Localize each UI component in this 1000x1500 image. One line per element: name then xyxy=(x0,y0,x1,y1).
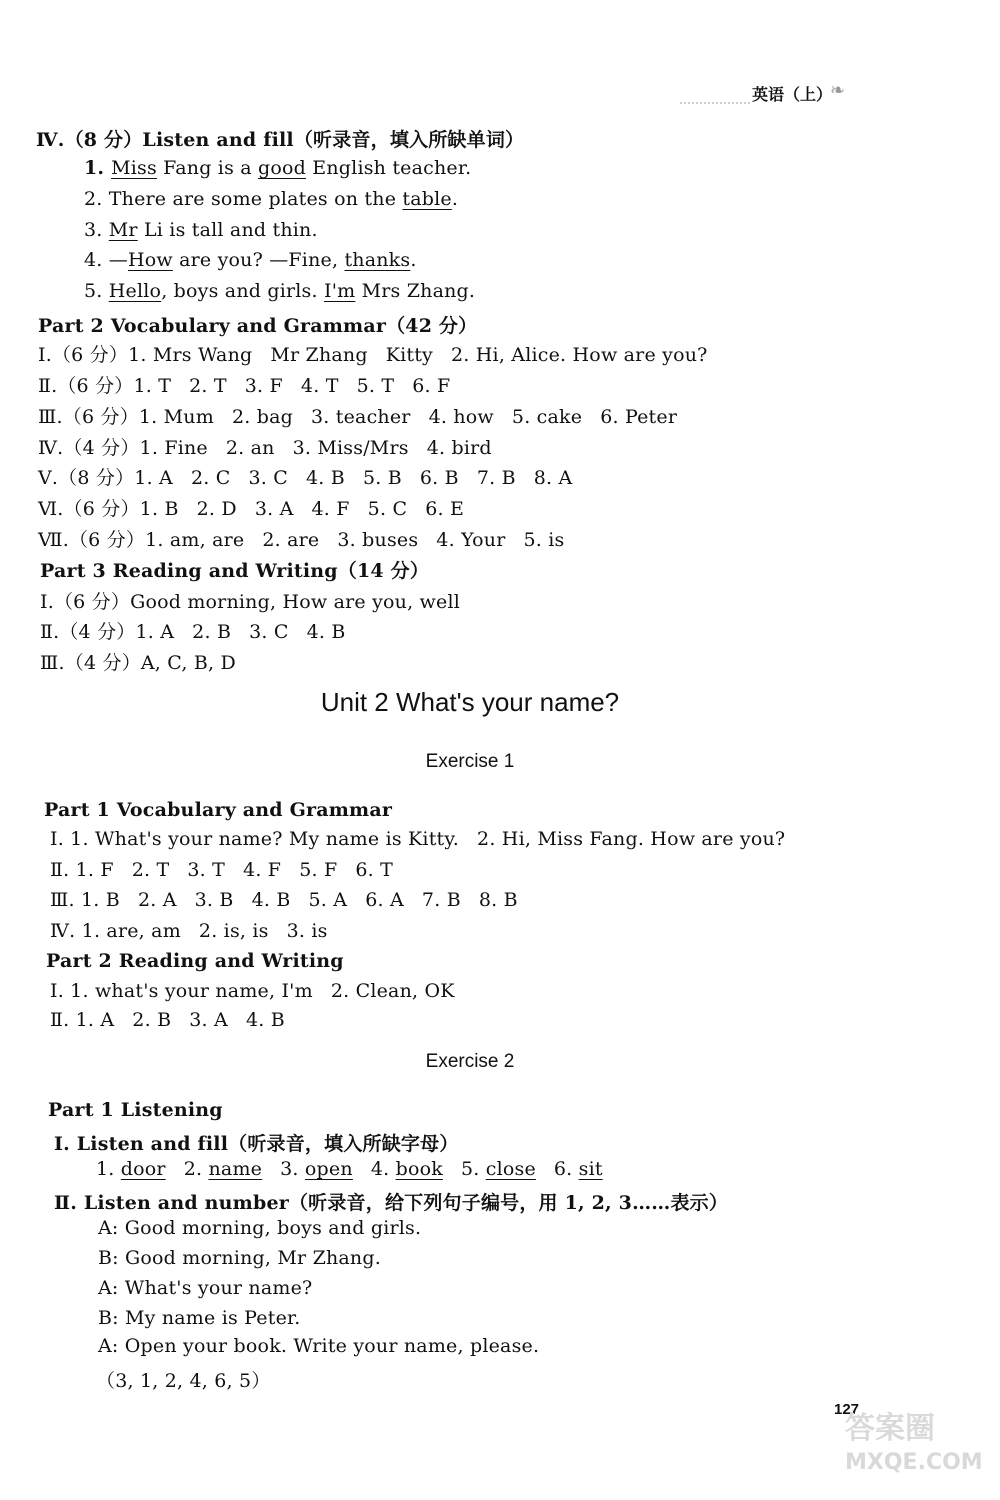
ex2-i-heading: Ⅰ. Listen and fill（听录音，填入所缺字母） xyxy=(54,1133,459,1155)
part3-row-1: Ⅰ.（6 分）Good morning, How are you, well xyxy=(40,591,461,613)
watermark-logo xyxy=(845,1412,995,1492)
part3-heading: Part 3 Reading and Writing（14 分） xyxy=(40,560,430,582)
ex2-dialogue-line-1: A: Good morning, boys and girls. xyxy=(98,1217,422,1239)
ex2-i-item-4: 4. book xyxy=(370,1158,443,1180)
sec4-item-2: 2. There are some plates on the table. xyxy=(84,188,459,210)
header-decoration xyxy=(680,86,750,104)
ex1-part1-row-2: Ⅱ. 1. F 2. T 3. T 4. F 5. F 6. T xyxy=(50,859,393,881)
part2-row-1: Ⅰ.（6 分）1. Mrs Wang Mr Zhang Kitty 2. Hi, Alice. How are you? xyxy=(38,344,708,366)
ex2-i-item-3: 3. open xyxy=(280,1158,353,1180)
exercise1-title: Exercise 1 xyxy=(425,751,515,772)
part2-row-7: Ⅶ.（6 分）1. am, are 2. are 3. buses 4. Your 5. is xyxy=(38,529,565,551)
header-swirl-icon: ❧ xyxy=(830,80,846,101)
watermark-site: MXQE.COM xyxy=(845,1450,983,1475)
sec4-item-4: 4. —How are you? —Fine, thanks. xyxy=(84,249,417,271)
ex1-part2-row-2: Ⅱ. 1. A 2. B 3. A 4. B xyxy=(50,1009,285,1031)
ex1-part1-row-4: Ⅳ. 1. are, am 2. is, is 3. is xyxy=(50,920,328,942)
ex2-dialogue-line-2: B: Good morning, Mr Zhang. xyxy=(98,1247,381,1269)
ex2-dialogue-line-3: A: What's your name? xyxy=(98,1277,313,1299)
sec4-item-5: 5. Hello, boys and girls. I'm Mrs Zhang. xyxy=(84,280,476,302)
ex1-part2-row-1: Ⅰ. 1. what's your name, I'm 2. Clean, OK xyxy=(50,980,455,1002)
sec4-item-3: 3. Mr Li is tall and thin. xyxy=(84,219,318,241)
ex2-dialogue-line-5: A: Open your book. Write your name, please. xyxy=(98,1335,540,1357)
ex1-part1-row-3: Ⅲ. 1. B 2. A 3. B 4. B 5. A 6. A 7. B 8. B xyxy=(50,889,518,911)
part2-row-2: Ⅱ.（6 分）1. T 2. T 3. F 4. T 5. T 6. F xyxy=(38,375,451,397)
ex2-i-item-5: 5. close xyxy=(460,1158,536,1180)
watermark-text: 答案圈 xyxy=(845,1411,935,1446)
part2-row-6: Ⅵ.（6 分）1. B 2. D 3. A 4. F 5. C 6. E xyxy=(38,498,465,520)
ex2-answer-order: （3, 1, 2, 4, 6, 5） xyxy=(96,1370,271,1392)
ex2-i-item-6: 6. sit xyxy=(553,1158,603,1180)
exercise2-title: Exercise 2 xyxy=(425,1051,515,1072)
ex1-part1-heading: Part 1 Vocabulary and Grammar xyxy=(44,799,393,821)
page-number: 127 xyxy=(834,1401,860,1418)
unit2-title: Unit 2 What's your name? xyxy=(320,687,620,717)
sec4-item-1: 1. Miss Fang is a good English teacher. xyxy=(84,157,472,179)
part2-row-3: Ⅲ.（6 分）1. Mum 2. bag 3. teacher 4. how 5. cake 6. Peter xyxy=(38,406,678,428)
header-subject: 英语（上） xyxy=(752,85,833,104)
sec4-heading: Ⅳ.（8 分）Listen and fill（听录音，填入所缺单词） xyxy=(36,129,525,151)
part2-row-4: Ⅳ.（4 分）1. Fine 2. an 3. Miss/Mrs 4. bird xyxy=(38,437,492,459)
ex2-i-item-2: 2. name xyxy=(183,1158,263,1180)
ex2-dialogue-line-4: B: My name is Peter. xyxy=(98,1307,301,1329)
ex2-i-items xyxy=(96,1158,621,1180)
part2-row-5: Ⅴ.（8 分）1. A 2. C 3. C 4. B 5. B 6. B 7. B 8. A xyxy=(38,467,573,489)
part3-row-3: Ⅲ.（4 分）A, C, B, D xyxy=(40,652,236,674)
ex2-i-item-1: 1. door xyxy=(96,1158,166,1180)
ex1-part1-row-1: Ⅰ. 1. What's your name? My name is Kitty. 2. Hi, Miss Fang. How are you? xyxy=(50,828,786,850)
part3-row-2: Ⅱ.（4 分）1. A 2. B 3. C 4. B xyxy=(40,621,346,643)
part2-heading: Part 2 Vocabulary and Grammar（42 分） xyxy=(38,315,478,337)
ex2-ii-heading: Ⅱ. Listen and number（听录音，给下列句子编号，用 1, 2, 3……表示） xyxy=(54,1192,729,1214)
ex2-part1-heading: Part 1 Listening xyxy=(48,1099,223,1121)
ex1-part2-heading: Part 2 Reading and Writing xyxy=(46,950,344,972)
page-header xyxy=(680,78,910,108)
